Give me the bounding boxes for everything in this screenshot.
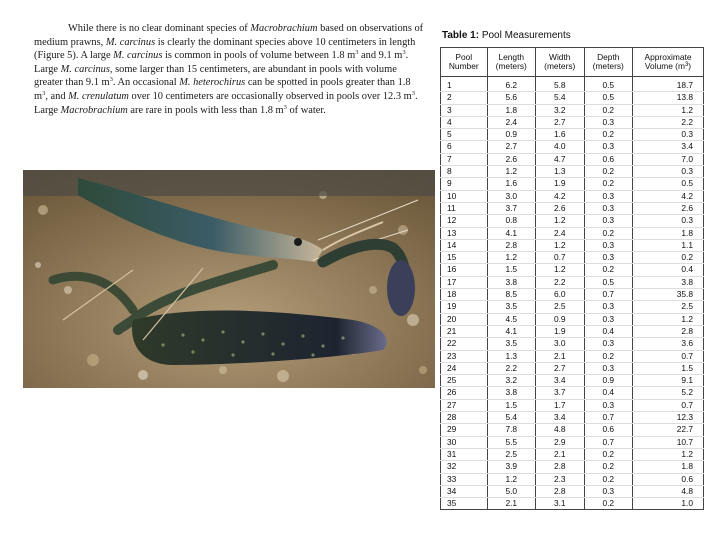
cell-width: 5.4 [536,92,585,104]
table-row [441,325,704,337]
cell-pool-number: 13 [441,227,488,239]
cell-volume: 3.4 [633,141,704,153]
cell-length: 3.9 [487,461,536,473]
cell-pool-number: 19 [441,301,488,313]
species-name: M. heterochirus [179,77,246,89]
cell-pool-number: 9 [441,178,488,190]
table-row [441,227,704,239]
cell-depth: 0.7 [584,289,633,301]
cell-length: 3.2 [487,375,536,387]
species-name: M. carcinus [113,50,163,62]
cell-width: 3.2 [536,104,585,116]
cell-volume: 0.7 [633,350,704,362]
cell-length: 2.7 [487,141,536,153]
cell-width: 0.7 [536,252,585,264]
table-row [441,239,704,251]
cell-length: 5.0 [487,485,536,497]
cell-depth: 0.3 [584,202,633,214]
cell-pool-number: 16 [441,264,488,276]
table-row [441,190,704,202]
cell-pool-number: 30 [441,436,488,448]
table-row [441,92,704,104]
cell-pool-number: 2 [441,92,488,104]
cell-width: 1.6 [536,129,585,141]
cell-pool-number: 28 [441,412,488,424]
cell-length: 8.5 [487,289,536,301]
cell-width: 5.8 [536,77,585,92]
table-row [441,362,704,374]
cell-volume: 4.2 [633,190,704,202]
cell-width: 6.0 [536,289,585,301]
table-row [441,215,704,227]
cell-pool-number: 5 [441,129,488,141]
cell-depth: 0.3 [584,313,633,325]
cell-depth: 0.4 [584,387,633,399]
cell-pool-number: 10 [441,190,488,202]
cell-volume: 0.7 [633,399,704,411]
cell-width: 2.8 [536,461,585,473]
table-row [441,498,704,510]
table-row [441,178,704,190]
cell-pool-number: 24 [441,362,488,374]
cell-length: 1.3 [487,350,536,362]
cell-volume: 18.7 [633,77,704,92]
cell-depth: 0.3 [584,252,633,264]
cell-length: 3.5 [487,338,536,350]
cell-length: 1.5 [487,264,536,276]
cell-pool-number: 22 [441,338,488,350]
cell-volume: 1.8 [633,461,704,473]
cell-pool-number: 23 [441,350,488,362]
cell-pool-number: 35 [441,498,488,510]
cell-width: 3.7 [536,387,585,399]
cell-pool-number: 21 [441,325,488,337]
table-row [441,104,704,116]
cell-length: 5.4 [487,412,536,424]
cell-width: 1.2 [536,239,585,251]
cell-length: 0.9 [487,129,536,141]
cell-length: 2.2 [487,362,536,374]
pool-measurements-table-container [440,30,706,510]
table-row [441,252,704,264]
cell-depth: 0.4 [584,325,633,337]
cell-pool-number: 4 [441,116,488,128]
cell-volume: 7.0 [633,153,704,165]
table-row [441,264,704,276]
table-row [441,202,704,214]
cell-pool-number: 3 [441,104,488,116]
cell-length: 6.2 [487,77,536,92]
cell-volume: 0.3 [633,129,704,141]
cell-width: 2.3 [536,473,585,485]
cell-width: 1.9 [536,325,585,337]
cell-volume: 22.7 [633,424,704,436]
table-row [441,436,704,448]
cell-length: 1.5 [487,399,536,411]
cell-pool-number: 32 [441,461,488,473]
cell-depth: 0.2 [584,129,633,141]
cell-volume: 35.8 [633,289,704,301]
cell-width: 0.9 [536,313,585,325]
cell-pool-number: 26 [441,387,488,399]
cell-volume: 5.2 [633,387,704,399]
cell-length: 1.2 [487,473,536,485]
table-row [441,350,704,362]
header-width: Width (meters) [536,48,585,77]
table-row [441,276,704,288]
prawn-photo [23,170,435,388]
cell-width: 1.2 [536,215,585,227]
cell-depth: 0.6 [584,424,633,436]
cell-length: 3.0 [487,190,536,202]
cell-depth: 0.3 [584,362,633,374]
cell-depth: 0.2 [584,448,633,460]
cell-depth: 0.2 [584,166,633,178]
body-paragraph: While there is no clear dominant species of Macrobrachium based on observations of medium prawns, M. carcinus is clearly the dominant species above 10 centimeters in length (Figure 5). A large M. carcinus is common in pools of volume between 1.8 $m^3$ and 9.1 $m^3$. Large M. carcinus, some larger than 15 centimeters, are abundant in pools with volume greater than 9.1 $m^3$. An occasional M. heterochirus can be spotted in pools greater than 1.8 $m^3$, and M. crenulatum over 10 centimeters are occasionally observed in pools over 12.3 $m^3$. Large Macrobrachium are rare in pools with less than 1.8 $m^3$ of water. [34,23,424,116]
cell-width: 3.1 [536,498,585,510]
table-header-row [441,48,704,77]
cell-depth: 0.5 [584,276,633,288]
cell-length: 2.1 [487,498,536,510]
species-name: M. carcinus [105,36,156,48]
cell-width: 4.2 [536,190,585,202]
species-name: M. carcinus [60,63,110,75]
cell-depth: 0.3 [584,239,633,251]
cell-volume: 2.6 [633,202,704,214]
prawn-illustration [23,170,435,388]
cell-length: 3.8 [487,387,536,399]
cell-width: 1.7 [536,399,585,411]
table-row [441,141,704,153]
pool-measurements-table [440,47,704,510]
table-row [441,448,704,460]
cell-width: 2.8 [536,485,585,497]
cell-pool-number: 31 [441,448,488,460]
cell-volume: 1.8 [633,227,704,239]
cell-depth: 0.3 [584,215,633,227]
cell-volume: 1.2 [633,313,704,325]
cell-volume: 1.0 [633,498,704,510]
header-depth: Depth (meters) [584,48,633,77]
cell-width: 2.5 [536,301,585,313]
cell-width: 2.7 [536,116,585,128]
table-title: Table 1: Pool Measurements [442,30,571,41]
cell-width: 2.1 [536,448,585,460]
cell-volume: 2.5 [633,301,704,313]
species-name: Macrobrachium [250,23,318,34]
cell-length: 1.8 [487,104,536,116]
table-row [441,375,704,387]
cell-depth: 0.2 [584,498,633,510]
cell-length: 7.8 [487,424,536,436]
cell-volume: 1.2 [633,104,704,116]
cell-length: 1.2 [487,166,536,178]
cell-depth: 0.3 [584,301,633,313]
cell-width: 2.1 [536,350,585,362]
cell-depth: 0.7 [584,436,633,448]
cell-width: 2.6 [536,202,585,214]
cell-length: 4.5 [487,313,536,325]
cell-length: 2.5 [487,448,536,460]
cell-length: 1.6 [487,178,536,190]
cell-depth: 0.5 [584,77,633,92]
cell-width: 3.4 [536,375,585,387]
cell-depth: 0.2 [584,461,633,473]
cell-volume: 2.2 [633,116,704,128]
cell-pool-number: 33 [441,473,488,485]
table-row [441,301,704,313]
cell-depth: 0.3 [584,485,633,497]
table-row [441,129,704,141]
cell-depth: 0.2 [584,178,633,190]
cell-depth: 0.7 [584,412,633,424]
cell-width: 3.4 [536,412,585,424]
cell-volume: 0.6 [633,473,704,485]
cell-pool-number: 29 [441,424,488,436]
table-row [441,424,704,436]
table-row [441,338,704,350]
cell-width: 2.9 [536,436,585,448]
cell-depth: 0.3 [584,141,633,153]
table-row [441,412,704,424]
table-body [441,77,704,510]
cell-pool-number: 18 [441,289,488,301]
cell-width: 4.0 [536,141,585,153]
header-length: Length (meters) [487,48,536,77]
cell-length: 3.7 [487,202,536,214]
header-volume: Approximate Volume $(m^3)$ [633,48,704,77]
cell-width: 3.0 [536,338,585,350]
cell-pool-number: 20 [441,313,488,325]
cell-volume: 1.5 [633,362,704,374]
cell-volume: 0.2 [633,252,704,264]
species-name: M. crenulatum [68,90,129,102]
cell-length: 2.6 [487,153,536,165]
cell-depth: 0.3 [584,190,633,202]
cell-volume: 13.8 [633,92,704,104]
cell-length: 2.8 [487,239,536,251]
cell-length: 3.8 [487,276,536,288]
cell-width: 4.7 [536,153,585,165]
table-row [441,399,704,411]
cell-depth: 0.3 [584,116,633,128]
table-row [441,473,704,485]
cell-width: 1.2 [536,264,585,276]
cell-depth: 0.3 [584,399,633,411]
cell-volume: 3.8 [633,276,704,288]
cell-depth: 0.5 [584,92,633,104]
cell-pool-number: 6 [441,141,488,153]
cell-pool-number: 15 [441,252,488,264]
cell-volume: 12.3 [633,412,704,424]
cell-depth: 0.2 [584,104,633,116]
cell-depth: 0.6 [584,153,633,165]
table-row [441,313,704,325]
cell-pool-number: 14 [441,239,488,251]
cell-depth: 0.9 [584,375,633,387]
cell-pool-number: 25 [441,375,488,387]
cell-volume: 0.3 [633,166,704,178]
cell-volume: 0.5 [633,178,704,190]
cell-volume: 2.8 [633,325,704,337]
cell-pool-number: 17 [441,276,488,288]
table-row [441,116,704,128]
cell-length: 0.8 [487,215,536,227]
cell-length: 4.1 [487,227,536,239]
cell-depth: 0.2 [584,227,633,239]
cell-depth: 0.2 [584,350,633,362]
cell-pool-number: 1 [441,77,488,92]
cell-volume: 0.4 [633,264,704,276]
cell-width: 2.7 [536,362,585,374]
cell-volume: 9.1 [633,375,704,387]
cell-depth: 0.2 [584,473,633,485]
cell-pool-number: 12 [441,215,488,227]
cell-length: 5.6 [487,92,536,104]
table-row [441,153,704,165]
cell-pool-number: 7 [441,153,488,165]
cell-volume: 1.1 [633,239,704,251]
cell-depth: 0.2 [584,264,633,276]
cell-length: 4.1 [487,325,536,337]
cell-pool-number: 11 [441,202,488,214]
cell-length: 3.5 [487,301,536,313]
table-row [441,387,704,399]
cell-volume: 0.3 [633,215,704,227]
cell-volume: 1.2 [633,448,704,460]
table-row [441,485,704,497]
cell-width: 4.8 [536,424,585,436]
cell-length: 1.2 [487,252,536,264]
table-row [441,77,704,92]
cell-pool-number: 34 [441,485,488,497]
cell-width: 1.9 [536,178,585,190]
cell-volume: 4.8 [633,485,704,497]
cell-width: 2.2 [536,276,585,288]
cell-length: 5.5 [487,436,536,448]
cell-depth: 0.3 [584,338,633,350]
cell-width: 1.3 [536,166,585,178]
cell-pool-number: 27 [441,399,488,411]
table-row [441,166,704,178]
cell-volume: 3.6 [633,338,704,350]
header-pool-number: Pool Number [441,48,488,77]
table-row [441,461,704,473]
cell-width: 2.4 [536,227,585,239]
species-name: Macrobrachium [60,104,128,116]
table-row [441,289,704,301]
cell-pool-number: 8 [441,166,488,178]
cell-length: 2.4 [487,116,536,128]
cell-volume: 10.7 [633,436,704,448]
